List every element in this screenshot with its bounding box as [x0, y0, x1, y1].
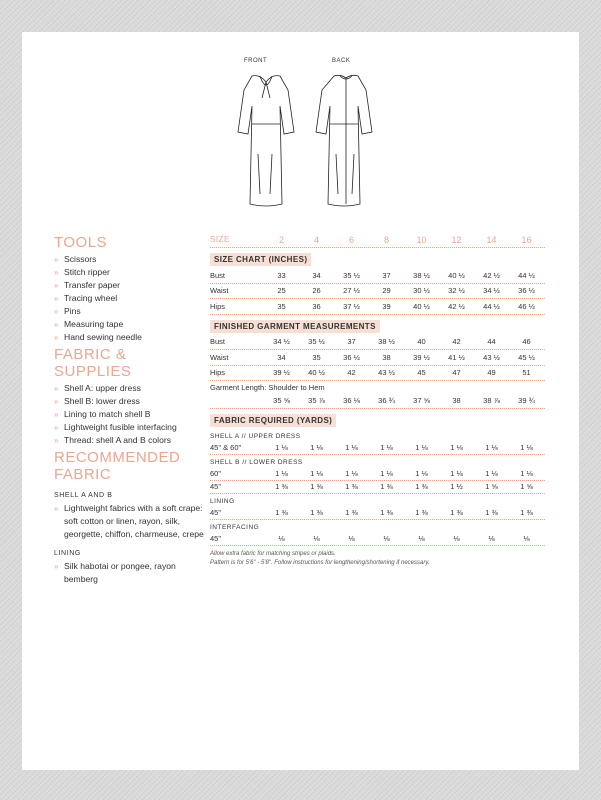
table-cell: 46	[522, 337, 531, 347]
table-cell: 43 ½	[378, 368, 395, 378]
table-cell: 1 ½	[450, 482, 463, 491]
table-cell: 26	[312, 286, 321, 296]
table-cell: 1 ⅛	[345, 469, 358, 478]
table-cell: 38	[382, 352, 391, 362]
table-cell: 45 ½	[518, 352, 535, 362]
table-cell: 1 ⅛	[520, 443, 533, 452]
table-cell: 35 ⅝	[273, 395, 290, 405]
table-row	[210, 393, 545, 409]
table-cell: 41 ½	[448, 352, 465, 362]
table-cell: 1 ⅛	[310, 443, 323, 452]
table-cell: 39	[382, 301, 391, 311]
table-cell: ⅛	[418, 534, 425, 543]
fabric-supplies-list	[54, 382, 204, 447]
table-cell: 1 ⅜	[450, 508, 463, 517]
tools-title: TOOLS	[54, 234, 108, 251]
table-cell: 37	[347, 337, 356, 347]
yardage-notes	[210, 550, 545, 568]
table-cell: 44 ½	[483, 301, 500, 311]
table-cell: 35	[312, 352, 321, 362]
size-cell: 8	[383, 234, 389, 245]
list-item: » Hand sewing needle	[54, 331, 204, 344]
list-item: » Scissors	[54, 253, 204, 266]
table-row	[210, 481, 545, 494]
table-cell: 37	[382, 270, 391, 280]
table-cell: 44 ½	[518, 270, 535, 280]
back-view-label: BACK	[332, 58, 351, 64]
table-row	[210, 350, 545, 366]
table-cell: 1 ⅜	[345, 482, 358, 491]
table-cell: 46 ½	[518, 301, 535, 311]
table-cell: 1 ⅜	[415, 508, 428, 517]
note-line: Pattern is for 5'6" - 5'8". Follow instructions for lengthening/shortening if necessary.	[210, 559, 430, 566]
table-cell: 1 ⅜	[485, 508, 498, 517]
table-cell: 1 ⅜	[380, 482, 393, 491]
table-cell: 35 ½	[343, 270, 360, 280]
table-cell: 45	[417, 368, 426, 378]
table-cell: 36	[312, 301, 321, 311]
dress-technical-drawing	[222, 54, 382, 214]
table-cell: ⅛	[383, 534, 390, 543]
table-cell: 1 ⅛	[275, 469, 288, 478]
shell-fabric-list	[54, 502, 204, 541]
table-cell: 49	[487, 368, 496, 378]
table-cell: ⅛	[453, 534, 460, 543]
table-row	[210, 366, 545, 382]
table-cell: 42 ½	[448, 301, 465, 311]
table-cell: 42 ½	[483, 270, 500, 280]
table-cell: 30 ½	[413, 286, 430, 296]
table-cell: 1 ⅛	[415, 469, 428, 478]
table-cell: 36 ½	[518, 286, 535, 296]
table-cell: 1 ⅛	[380, 443, 393, 452]
size-header-row	[210, 232, 545, 248]
table-cell: ⅛	[278, 534, 285, 543]
table-cell: 37 ½	[343, 301, 360, 311]
table-cell: ⅛	[488, 534, 495, 543]
size-cell: 6	[348, 234, 354, 245]
table-cell: 1 ⅝	[520, 482, 533, 491]
table-cell: 1 ⅜	[380, 508, 393, 517]
row-label: Waist	[210, 352, 229, 362]
size-cell: 10	[416, 234, 427, 245]
table-cell: 1 ⅛	[450, 469, 463, 478]
recommended-title-line2: FABRIC	[54, 466, 112, 483]
list-item: » Thread: shell A and B colors	[54, 434, 204, 447]
table-cell: 1 ⅛	[415, 443, 428, 452]
front-view-label: FRONT	[244, 58, 268, 64]
table-cell: 36 ⅛	[343, 395, 360, 405]
table-cell: 51	[522, 368, 531, 378]
yardage-group-label: SHELL B // LOWER DRESS	[210, 458, 303, 466]
size-label: SIZE	[210, 235, 230, 244]
table-cell: 39 ¾	[518, 395, 535, 405]
table-cell: 1 ⅝	[485, 482, 498, 491]
table-cell: 42	[452, 337, 461, 347]
table-cell: 35 ½	[308, 337, 325, 347]
table-cell: ⅛	[523, 534, 530, 543]
yardage-group-label: SHELL A // UPPER DRESS	[210, 432, 301, 440]
fabric-width: 45" & 60"	[210, 443, 242, 452]
table-row	[210, 507, 545, 520]
table-cell: 1 ⅛	[485, 469, 498, 478]
table-cell: 1 ⅜	[310, 482, 323, 491]
list-item: » Shell A: upper dress	[54, 382, 204, 395]
yardage-group-label: INTERFACING	[210, 523, 260, 531]
table-row	[210, 533, 545, 546]
list-item: » Transfer paper	[54, 279, 204, 292]
table-cell: 1 ⅛	[275, 443, 288, 452]
list-item: » Lining to match shell B	[54, 408, 204, 421]
table-row	[210, 442, 545, 455]
table-row	[210, 299, 545, 315]
table-cell: 1 ⅜	[275, 482, 288, 491]
table-cell: 1 ⅜	[415, 482, 428, 491]
table-cell: 38 ½	[378, 337, 395, 347]
table-cell: 34	[312, 270, 321, 280]
table-cell: 25	[277, 286, 286, 296]
table-cell: 35	[277, 301, 286, 311]
table-cell: 34 ½	[273, 337, 290, 347]
table-cell: 38 ½	[413, 270, 430, 280]
fabric-width: 45"	[210, 482, 222, 491]
list-item: » Stitch ripper	[54, 266, 204, 279]
table-cell: 34	[277, 352, 286, 362]
table-cell: 1 ⅜	[275, 508, 288, 517]
lining-label: LINING	[54, 550, 81, 557]
table-cell: 40 ½	[308, 368, 325, 378]
table-cell: 47	[452, 368, 461, 378]
table-cell: 1 ⅛	[520, 469, 533, 478]
size-cell: 4	[313, 234, 319, 245]
tools-list	[54, 253, 204, 344]
table-cell: 40 ½	[413, 301, 430, 311]
note-line: Allow extra fabric for matching stripes or plaids.	[210, 550, 336, 557]
size-cell: 16	[521, 234, 532, 245]
table-cell: 1 ⅛	[450, 443, 463, 452]
table-cell: 36 ¾	[378, 395, 395, 405]
size-cell: 14	[486, 234, 497, 245]
table-cell: 42	[347, 368, 356, 378]
table-row	[210, 268, 545, 284]
yardage-group-label: LINING	[210, 497, 235, 505]
table-cell: 1 ⅜	[310, 508, 323, 517]
measurements-column	[210, 232, 545, 568]
fabric-width: 45"	[210, 534, 222, 543]
table-cell: 40 ½	[448, 270, 465, 280]
table-row	[210, 284, 545, 300]
list-item: » Shell B: lower dress	[54, 395, 204, 408]
fabric-width: 60"	[210, 469, 222, 478]
size-cell: 12	[451, 234, 462, 245]
size-chart-heading: SIZE CHART (INCHES)	[210, 253, 311, 266]
table-cell: 1 ⅛	[345, 443, 358, 452]
row-label: Bust	[210, 337, 226, 347]
table-cell: 37 ⅝	[413, 395, 430, 405]
table-cell: 44	[487, 337, 496, 347]
table-cell: 38	[452, 395, 461, 405]
table-cell: ⅛	[313, 534, 320, 543]
table-cell: 1 ⅜	[345, 508, 358, 517]
fabric-width: 45"	[210, 508, 222, 517]
table-cell: ⅛	[348, 534, 355, 543]
table-row	[210, 335, 545, 351]
lining-fabric-list	[54, 560, 204, 586]
list-item: » Silk habotai or pongee, rayon bemberg	[54, 560, 204, 586]
table-cell: 35 ⅞	[308, 395, 325, 405]
size-cell: 2	[278, 234, 284, 245]
list-item: » Measuring tape	[54, 318, 204, 331]
pattern-page	[22, 32, 579, 770]
row-label: Bust	[210, 270, 226, 280]
table-cell: 34 ½	[483, 286, 500, 296]
row-label: Hips	[210, 368, 226, 378]
fabric-supplies-title: FABRIC & SUPPLIES	[54, 346, 132, 380]
list-item: » Lightweight fusible interfacing	[54, 421, 204, 434]
table-cell: 29	[382, 286, 391, 296]
row-label: Waist	[210, 286, 229, 296]
finished-measurements-heading: FINISHED GARMENT MEASUREMENTS	[210, 320, 380, 333]
table-cell: 40	[417, 337, 426, 347]
table-cell: 27 ½	[343, 286, 360, 296]
list-item: » Tracing wheel	[54, 292, 204, 305]
supplies-column	[54, 232, 204, 588]
garment-length-label: Garment Length: Shoulder to Hem	[210, 383, 325, 392]
table-cell: 1 ⅛	[380, 469, 393, 478]
table-cell: 1 ⅛	[485, 443, 498, 452]
table-cell: 43 ½	[483, 352, 500, 362]
table-row	[210, 468, 545, 481]
shell-label: SHELL A AND B	[54, 492, 113, 499]
table-cell: 39 ½	[413, 352, 430, 362]
table-cell: 38 ⅞	[483, 395, 500, 405]
table-cell: 1 ⅛	[310, 469, 323, 478]
table-cell: 36 ½	[343, 352, 360, 362]
table-cell: 39 ½	[273, 368, 290, 378]
list-item: » Lightweight fabrics with a soft crape: soft cotton or linen, rayon, silk, georgette, chiffon, charmeuse, crepe	[54, 502, 204, 541]
recommended-title-line1: RECOMMENDED	[54, 449, 181, 466]
table-cell: 32 ½	[448, 286, 465, 296]
row-label: Hips	[210, 301, 226, 311]
table-cell: 33	[277, 270, 286, 280]
fabric-required-heading: FABRIC REQUIRED (YARDS)	[210, 414, 336, 427]
table-cell: 1 ⅜	[520, 508, 533, 517]
list-item: » Pins	[54, 305, 204, 318]
